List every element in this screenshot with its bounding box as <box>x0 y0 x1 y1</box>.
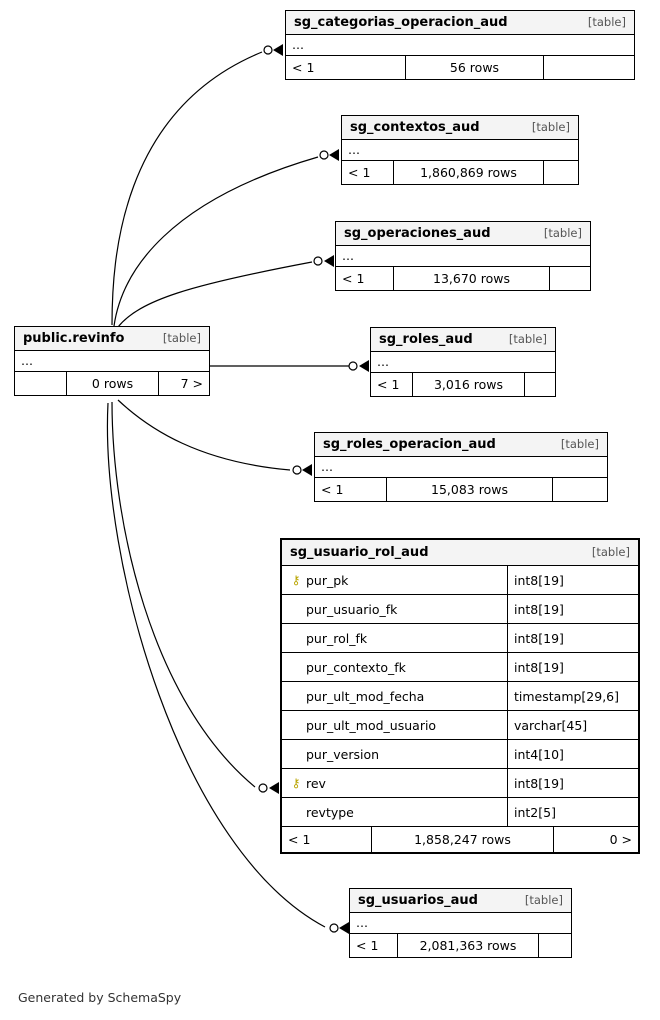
table-header <box>336 222 590 246</box>
table-columns-collapsed: … <box>350 913 571 934</box>
table-sg-categorias-operacion-aud[interactable] <box>285 10 635 80</box>
footer-row-count: 13,670 rows <box>394 267 550 290</box>
table-header <box>315 433 607 457</box>
footer-row-count: 3,016 rows <box>413 373 525 396</box>
footer-parent-count: < 1 <box>286 56 406 79</box>
table-type-tag: [table] <box>560 437 599 451</box>
table-columns-collapsed: … <box>371 352 555 373</box>
arrow-roles <box>359 360 369 372</box>
table-title: sg_roles_aud <box>379 331 473 347</box>
footer-child-count <box>544 56 634 79</box>
footer-row-count: 15,083 rows <box>387 478 553 501</box>
column-name: pur_pk <box>306 572 349 588</box>
table-title: public.revinfo <box>23 330 125 346</box>
table-header <box>371 328 555 352</box>
table-columns-collapsed: … <box>315 457 607 478</box>
endpoint-circle-usuarios <box>330 924 338 932</box>
table-row[interactable] <box>282 682 638 711</box>
table-title: sg_usuarios_aud <box>358 892 478 908</box>
table-columns-collapsed: … <box>336 246 590 267</box>
footer-parent-count: < 1 <box>282 827 372 852</box>
table-title: sg_usuario_rol_aud <box>290 544 429 560</box>
table-footer <box>286 56 634 79</box>
footer-child-count: 7 > <box>180 376 203 391</box>
table-columns-collapsed: … <box>15 351 209 372</box>
column-type: int4[10] <box>514 746 564 762</box>
arrow-roles-operacion <box>302 464 312 476</box>
table-type-tag: [table] <box>543 226 582 240</box>
column-type: int8[19] <box>514 601 564 617</box>
table-type-tag: [table] <box>531 120 570 134</box>
arrow-operaciones <box>324 255 334 267</box>
column-type: int8[19] <box>514 630 564 646</box>
table-footer <box>336 267 590 290</box>
footer-parent-count: < 1 <box>371 373 413 396</box>
footer-child-count <box>544 161 578 184</box>
footer-child-count <box>553 478 607 501</box>
table-sg-usuario-rol-aud[interactable] <box>280 538 640 854</box>
endpoint-circle-usuario-rol <box>259 784 267 792</box>
footer-child-count <box>550 267 590 290</box>
footer-row-count: 0 rows <box>67 372 159 395</box>
table-row[interactable] <box>282 711 638 740</box>
table-footer <box>15 372 209 395</box>
edge-to-categorias <box>112 52 262 325</box>
table-row[interactable] <box>282 595 638 624</box>
footer-row-count: 1,860,869 rows <box>394 161 544 184</box>
table-header <box>286 11 634 35</box>
column-name: pur_ult_mod_fecha <box>306 688 425 704</box>
table-row[interactable] <box>282 566 638 595</box>
edge-to-operaciones <box>118 262 312 327</box>
footer-row-count: 56 rows <box>406 56 544 79</box>
table-type-tag: [table] <box>508 332 547 346</box>
table-sg-roles-aud[interactable] <box>370 327 556 397</box>
table-type-tag: [table] <box>162 331 201 345</box>
table-sg-contextos-aud[interactable] <box>341 115 579 185</box>
footer-parent-count: < 1 <box>342 161 394 184</box>
footer-parent-count: < 1 <box>336 267 394 290</box>
endpoint-circle-roles-operacion <box>293 466 301 474</box>
table-header <box>350 889 571 913</box>
table-sg-operaciones-aud[interactable] <box>335 221 591 291</box>
table-type-tag: [table] <box>524 893 563 907</box>
column-type: int8[19] <box>514 572 564 588</box>
footer-child-count <box>539 934 571 957</box>
table-row[interactable] <box>282 624 638 653</box>
table-public-revinfo[interactable] <box>14 326 210 396</box>
generated-by-credit: Generated by SchemaSpy <box>18 990 182 1005</box>
endpoint-circle-contextos <box>320 151 328 159</box>
table-sg-usuarios-aud[interactable] <box>349 888 572 958</box>
endpoint-circle-categorias <box>264 46 272 54</box>
arrow-contextos <box>329 149 339 161</box>
table-footer <box>315 478 607 501</box>
table-row[interactable] <box>282 798 638 827</box>
table-columns-collapsed: … <box>286 35 634 56</box>
footer-parent-count: < 1 <box>315 478 387 501</box>
table-footer <box>282 827 638 852</box>
edge-to-usuario-rol <box>112 402 255 787</box>
table-type-tag: [table] <box>587 15 626 29</box>
table-type-tag: [table] <box>591 545 630 559</box>
table-title: sg_categorias_operacion_aud <box>294 14 508 30</box>
column-type: int8[19] <box>514 775 564 791</box>
column-type: int8[19] <box>514 659 564 675</box>
column-name: pur_version <box>306 746 380 762</box>
endpoint-circle-operaciones <box>314 257 322 265</box>
table-header <box>282 540 638 566</box>
table-title: sg_contextos_aud <box>350 119 480 135</box>
column-name: rev <box>306 775 326 791</box>
footer-parent-count <box>15 372 67 395</box>
footer-child-count: 0 > <box>609 832 632 847</box>
table-header <box>15 327 209 351</box>
footer-parent-count: < 1 <box>350 934 398 957</box>
table-row[interactable] <box>282 653 638 682</box>
table-columns-collapsed: … <box>342 140 578 161</box>
primary-key-icon: ⚷ <box>291 776 301 790</box>
column-type: varchar[45] <box>514 717 588 733</box>
footer-row-count: 2,081,363 rows <box>398 934 539 957</box>
column-name: pur_usuario_fk <box>306 601 398 617</box>
table-footer <box>342 161 578 184</box>
footer-child-count <box>525 373 555 396</box>
column-type: int2[5] <box>514 804 556 820</box>
table-header <box>342 116 578 140</box>
column-name: pur_ult_mod_usuario <box>306 717 437 733</box>
endpoint-circle-roles <box>349 362 357 370</box>
column-type: timestamp[29,6] <box>514 688 620 704</box>
table-footer <box>350 934 571 957</box>
table-footer <box>371 373 555 396</box>
primary-key-icon: ⚷ <box>291 573 301 587</box>
arrow-usuarios <box>339 922 349 934</box>
table-row[interactable] <box>282 769 638 798</box>
table-title: sg_operaciones_aud <box>344 225 491 241</box>
table-row[interactable] <box>282 740 638 769</box>
column-name: revtype <box>306 804 354 820</box>
column-name: pur_contexto_fk <box>306 659 406 675</box>
column-name: pur_rol_fk <box>306 630 368 646</box>
footer-row-count: 1,858,247 rows <box>372 827 554 852</box>
table-title: sg_roles_operacion_aud <box>323 436 496 452</box>
edge-to-contextos <box>114 157 318 326</box>
arrow-categorias <box>273 44 283 56</box>
edge-to-roles-operacion <box>118 400 290 470</box>
arrow-usuario-rol <box>269 782 279 794</box>
table-sg-roles-operacion-aud[interactable] <box>314 432 608 502</box>
